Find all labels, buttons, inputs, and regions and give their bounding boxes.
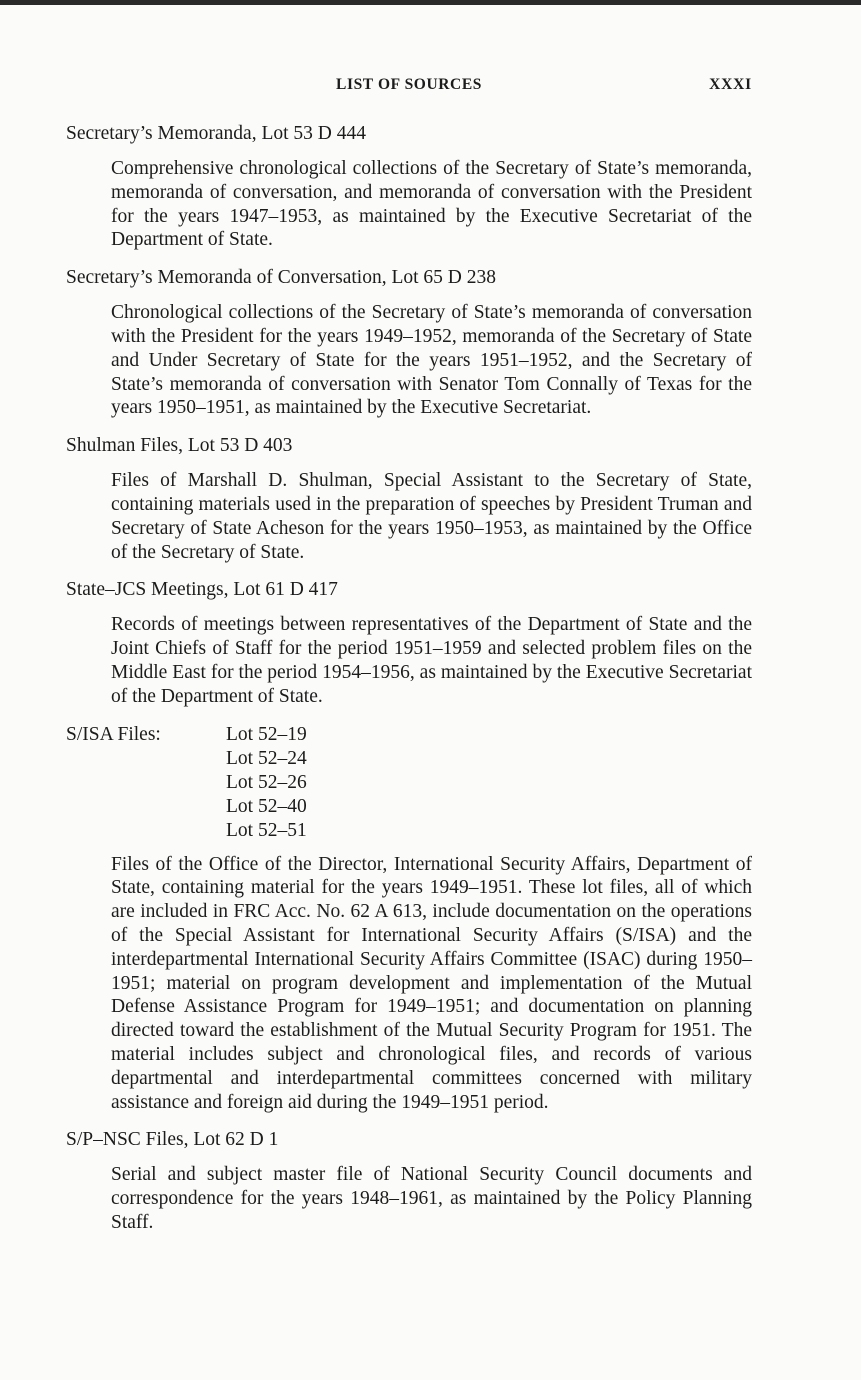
source-entry: [66, 723, 752, 1115]
source-entry: [66, 122, 752, 252]
entry-title: S/P–NSC Files, Lot 62 D 1: [66, 1129, 279, 1151]
lot-item: Lot 52–19: [226, 723, 307, 745]
document-page: [66, 76, 752, 1235]
entry-description: Files of the Office of the Director, International Security Affairs, Department of State, containing material for the years 1949–1951. These lot files, all of which are included in FRC Acc. No. 62 A 613, include documentation on the operations of the Special Assistant for International Security Affairs (S/ISA) and the interdepartmental International Security Affairs Committee (ISAC) during 1950–1951; material on program development and implementation of the Mutual Defense Assistance Program for 1949–1951; and documentation on planning directed toward the establishment of the Mutual Security Program for 1951. The material includes subject and chronological files, and records of various departmental and interdepartmental committees concerned with military assistance and foreign aid during the 1949–1951 period.: [111, 853, 752, 1113]
entry-description: Serial and subject master file of National Security Council documents and correspondence for the years 1948–1961, as maintained by the Policy Planning Staff.: [111, 1164, 752, 1233]
entry-description: Files of Marshall D. Shulman, Special Assistant to the Secretary of State, containing materials used in the preparation of speeches by President Truman and Secretary of State Acheson for the years 1950–1953, as maintained by the Office of the Secretary of State.: [111, 470, 752, 563]
lot-item: Lot 52–26: [226, 771, 307, 793]
entry-description: Comprehensive chronological collections of the Secretary of State’s memoranda, memoranda of conversation, and memoranda of conversation with the President for the years 1947–1953, as maintained by the Executive Secretariat of the Department of State.: [111, 158, 752, 251]
entry-title: State–JCS Meetings, Lot 61 D 417: [66, 579, 338, 601]
source-entry: [66, 1128, 752, 1234]
top-border: [0, 0, 861, 5]
entry-title: Secretary’s Memoranda of Conversation, Lot 65 D 238: [66, 267, 496, 289]
lot-item: Lot 52–24: [226, 747, 307, 769]
entry-description: Records of meetings between representatives of the Department of State and the Joint Chiefs of Staff for the period 1951–1959 and selected problem files on the Middle East for the period 1954–1956, as maintained by the Executive Secretariat of the Department of State.: [111, 614, 752, 707]
source-entry: [66, 266, 752, 420]
source-entry: [66, 434, 752, 564]
running-head: LIST OF SOURCES: [336, 76, 482, 93]
entry-description: Chronological collections of the Secretary of State’s memoranda of conversation with the President for the years 1949–1952, memoranda of the Secretary of State and Under Secretary of State for the years 1951–1952, and the Secretary of State’s memoranda of conversation with Senator Tom Connally of Texas for the years 1950–1951, as maintained by the Executive Secretariat.: [111, 302, 752, 419]
entry-title: Secretary’s Memoranda, Lot 53 D 444: [66, 123, 367, 144]
lot-block: [66, 723, 752, 843]
lot-item: Lot 52–51: [226, 819, 307, 841]
lot-list: [226, 723, 307, 843]
page-header: [66, 76, 752, 100]
entry-title: S/ISA Files:: [66, 723, 161, 745]
lot-item: Lot 52–40: [226, 795, 307, 817]
source-entry: [66, 578, 752, 708]
entry-title: Shulman Files, Lot 53 D 403: [66, 435, 293, 457]
page-number: XXXI: [709, 76, 752, 93]
